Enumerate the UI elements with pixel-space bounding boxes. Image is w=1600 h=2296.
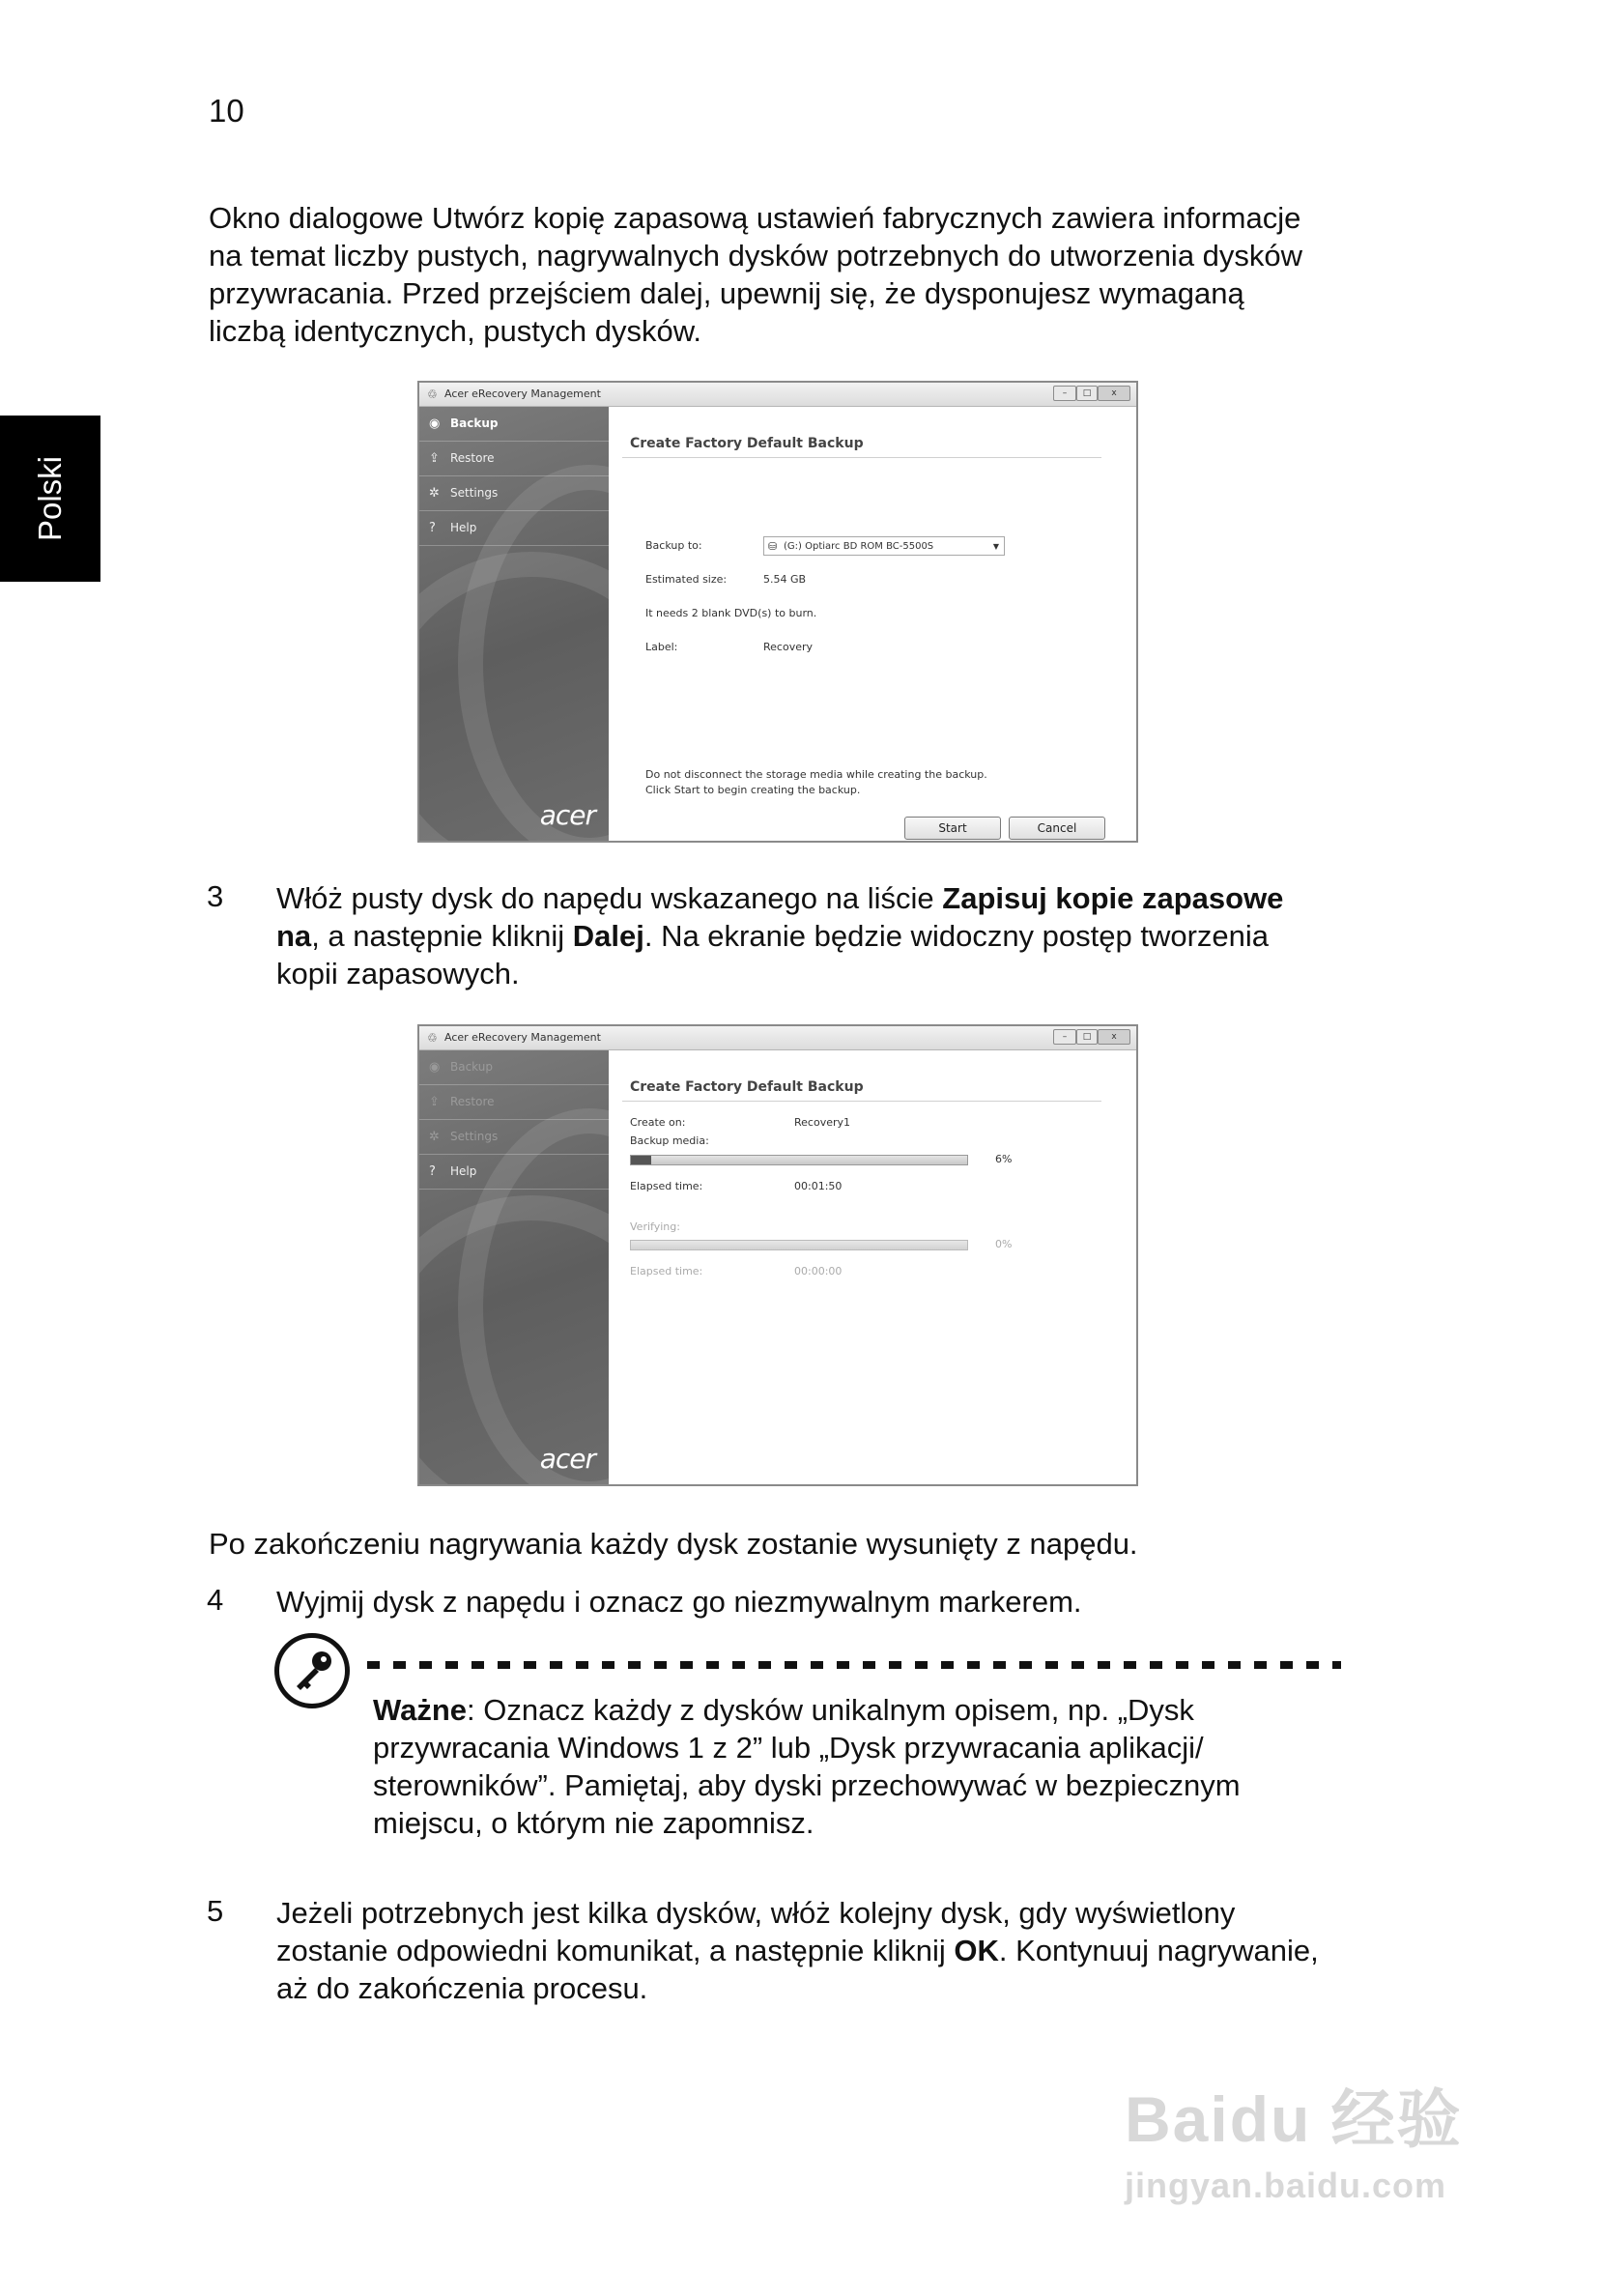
estimated-size-value: 5.54 GB: [763, 573, 807, 586]
verifying-label: Verifying:: [630, 1220, 680, 1233]
backup-media-label: Backup media:: [630, 1134, 709, 1147]
drive-icon: ⛁: [768, 540, 778, 553]
maximize-button[interactable]: □: [1076, 386, 1098, 401]
nav-restore[interactable]: ⇪ Restore: [419, 442, 609, 476]
discs-needed-text: It needs 2 blank DVD(s) to burn.: [645, 607, 817, 619]
elapsed-time-value: 00:01:50: [794, 1180, 843, 1192]
close-button[interactable]: x: [1098, 386, 1130, 401]
intro-line: przywracania. Przed przejściem dalej, upewnij się, że dysponujesz wymaganą: [209, 276, 1244, 310]
nav-restore[interactable]: ⇪ Restore: [419, 1085, 609, 1120]
notice-text: Do not disconnect the storage media while creating the backup.: [645, 768, 987, 781]
cancel-button[interactable]: Cancel: [1009, 817, 1105, 840]
acer-logo: acer: [539, 1443, 595, 1475]
nav-help[interactable]: ? Help: [419, 1155, 609, 1190]
step5-text: Jeżeli potrzebnych jest kilka dysków, włóż kolejny dysk, gdy wyświetlony zostanie odpowiedni komunikat, a następnie kliknij OK. Kontynuuj nagrywanie, aż do zakończenia procesu.: [276, 1896, 1319, 2005]
divider: [622, 1101, 1101, 1102]
step3-text: Włóż pusty dysk do napędu wskazanego na liście Zapisuj kopie zapasowe na, a następnie kliknij Dalej. Na ekranie będzie widoczny postęp tworzenia kopii zapasowych.: [276, 881, 1284, 990]
label-value: Recovery: [763, 641, 814, 653]
sidebar: [419, 1050, 609, 1484]
backup-window-screenshot: [417, 381, 1138, 843]
minimize-button[interactable]: –: [1053, 1029, 1076, 1045]
create-on-value: Recovery1: [794, 1116, 851, 1129]
content-heading: Create Factory Default Backup: [630, 436, 864, 451]
intro-line: na temat liczby pustych, nagrywalnych dysków potrzebnych do utworzenia dysków: [209, 239, 1303, 273]
nav-backup[interactable]: ◉ Backup: [419, 407, 609, 442]
restore-icon: ⇪: [429, 1095, 440, 1109]
intro-line: liczbą identycznych, pustych dysków.: [209, 314, 702, 348]
sidebar: [419, 407, 609, 841]
acer-logo: acer: [539, 799, 595, 831]
gear-icon: ✲: [429, 486, 440, 501]
help-icon: ?: [429, 1164, 436, 1179]
estimated-size-label: Estimated size:: [645, 573, 728, 586]
backup-progress-bar: [630, 1155, 968, 1165]
verify-progress-percent: 0%: [995, 1238, 1013, 1250]
window-title: Acer eRecovery Management: [444, 387, 601, 400]
note-divider: [367, 1661, 1341, 1669]
backup-icon: ◉: [429, 1060, 441, 1075]
intro-paragraph: [209, 199, 1302, 350]
create-on-label: Create on:: [630, 1116, 686, 1129]
minimize-button[interactable]: –: [1053, 386, 1076, 401]
content-panel: [609, 1050, 1136, 1484]
key-icon: [274, 1633, 350, 1708]
step-number: 4: [207, 1583, 224, 1617]
elapsed-time-label: Elapsed time:: [630, 1180, 703, 1192]
content-heading: Create Factory Default Backup: [630, 1079, 864, 1095]
content-panel: [609, 407, 1136, 841]
language-tab-label: Polski: [32, 455, 68, 542]
window-titlebar: [419, 1026, 1136, 1050]
close-button[interactable]: x: [1098, 1029, 1130, 1045]
window-titlebar: [419, 383, 1136, 407]
help-icon: ?: [429, 521, 436, 535]
gear-icon: ✲: [429, 1130, 440, 1144]
step-number: 5: [207, 1894, 224, 1928]
step4-text: Wyjmij dysk z napędu i oznacz go niezmywalnym markerem.: [276, 1585, 1082, 1619]
step-number: 3: [207, 879, 224, 913]
after-burn-paragraph: Po zakończeniu nagrywania każdy dysk zostanie wysunięty z napędu.: [209, 1527, 1138, 1561]
baidu-watermark: Baidu 经验 jingyan.baidu.com: [1125, 2083, 1463, 2205]
progress-window-screenshot: [417, 1024, 1138, 1486]
nav-help[interactable]: ? Help: [419, 511, 609, 546]
backup-icon: ◉: [429, 416, 441, 431]
important-note: Ważne: Oznacz każdy z dysków unikalnym opisem, np. „Dysk przywracania Windows 1 z 2” lub „Dysk przywracania aplikacji/ sterowników”. Pamiętaj, aby dyski przechowywać w bezpiecznym miejscu, o którym nie zapomnisz.: [373, 1693, 1241, 1840]
verify-elapsed-value: 00:00:00: [794, 1265, 843, 1277]
backup-to-select[interactable]: ⛁ (G:) Optiarc BD ROM BC-5500S ▼: [763, 536, 1005, 556]
divider: [622, 457, 1101, 458]
app-icon: ♲: [427, 387, 438, 401]
intro-line: Okno dialogowe Utwórz kopię zapasową ustawień fabrycznych zawiera informacje: [209, 201, 1301, 235]
restore-icon: ⇪: [429, 451, 440, 466]
nav-backup[interactable]: ◉ Backup: [419, 1050, 609, 1085]
label-label: Label:: [645, 641, 678, 653]
start-button[interactable]: Start: [904, 817, 1001, 840]
backup-to-label: Backup to:: [645, 539, 702, 552]
page-number: 10: [209, 93, 244, 129]
nav-settings[interactable]: ✲ Settings: [419, 1120, 609, 1155]
window-title: Acer eRecovery Management: [444, 1031, 601, 1044]
backup-progress-fill: [631, 1156, 651, 1164]
chevron-down-icon: ▼: [992, 542, 999, 551]
verify-progress-bar: [630, 1240, 968, 1250]
language-tab: [0, 416, 100, 582]
verify-elapsed-label: Elapsed time:: [630, 1265, 703, 1277]
nav-settings[interactable]: ✲ Settings: [419, 476, 609, 511]
notice-text: Click Start to begin creating the backup.: [645, 784, 861, 796]
maximize-button[interactable]: □: [1076, 1029, 1098, 1045]
app-icon: ♲: [427, 1031, 438, 1045]
backup-progress-percent: 6%: [995, 1153, 1013, 1165]
